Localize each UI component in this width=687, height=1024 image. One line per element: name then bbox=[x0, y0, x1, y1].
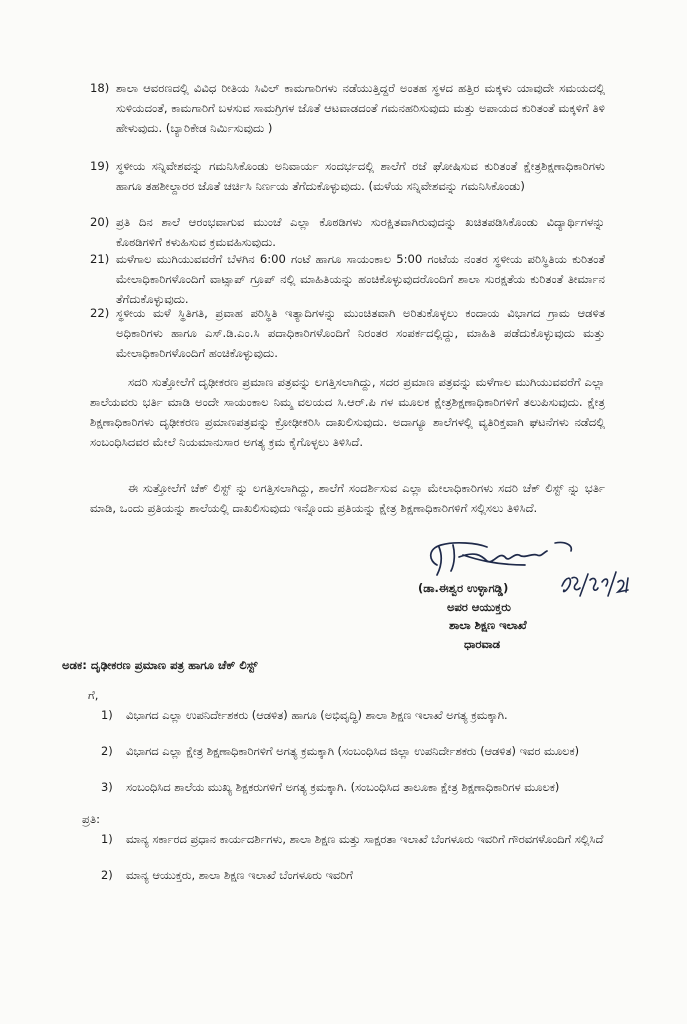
handwritten-date bbox=[558, 570, 638, 598]
point-number: 22) bbox=[90, 306, 110, 320]
point-18 bbox=[90, 78, 605, 138]
signatory-place: ಧಾರವಾಡ bbox=[464, 637, 500, 651]
point-21 bbox=[90, 249, 605, 309]
point-text: ಶಾಲಾ ಆವರಣದಲ್ಲಿ ವಿವಿಧ ರೀತಿಯ ಸಿವಿಲ್ ಕಾಮಗಾರಿಗಳು ನಡೆಯುತ್ತಿದ್ದರೆ ಅಂತಹ ಸ್ಥಳದ ಹತ್ತಿರ ಮಕ್ಕಳು ಯಾವುದೇ ಸಮಯದಲ್ಲಿ ಸುಳಿಯದಂತೆ, ಕಾಮಗಾರಿಗೆ ಬಳಸುವ ಸಾಮಗ್ರಿಗಳ ಜೊತೆ ಆಟವಾಡದಂತೆ ಗಮನಹರಿಸುವುದು ಮತ್ತು ಅಪಾಯದ ಕುರಿತಂತೆ ಮಕ್ಕಳಿಗೆ ತಿಳಿ ಹೇಳುವುದು. (ಬ್ಯಾರಿಕೇಡ ನಿರ್ಮಿಸುವುದು ) bbox=[116, 81, 605, 135]
point-22 bbox=[90, 303, 605, 363]
to-item-1 bbox=[101, 706, 616, 724]
list-text: ಸಂಬಂಧಿಸಿದ ಶಾಲೆಯ ಮುಖ್ಯ ಶಿಕ್ಷಕರುಗಳಿಗೆ ಅಗತ್ಯ ಕ್ರಮಕ್ಕಾಗಿ. (ಸಂಬಂಧಿಸಿದ ತಾಲೂಕಾ ಕ್ಷೇತ್ರ ಶಿಕ್ಷಣಾಧಿಕಾರಿಗಳ ಮೂಲಕ) bbox=[126, 780, 560, 794]
point-number: 19) bbox=[90, 159, 110, 173]
list-text: ವಿಭಾಗದ ಎಲ್ಲಾ ಉಪನಿರ್ದೇಶಕರು (ಆಡಳಿತ) ಹಾಗೂ (ಅಭಿವೃದ್ಧಿ) ಶಾಲಾ ಶಿಕ್ಷಣ ಇಲಾಖೆ ಅಗತ್ಯ ಕ್ರಮಕ್ಕಾಗಿ. bbox=[126, 708, 508, 722]
list-text: ಮಾನ್ಯ ಆಯುಕ್ತರು, ಶಾಲಾ ಶಿಕ್ಷಣ ಇಲಾಖೆ ಬೆಂಗಳೂರು ಇವರಿಗೆ bbox=[126, 868, 353, 882]
list-number: 1) bbox=[101, 832, 113, 846]
copy-item-2 bbox=[101, 866, 616, 884]
point-text: ಸ್ಥಳೀಯ ಸನ್ನಿವೇಶವನ್ನು ಗಮನಿಸಿಕೊಂಡು ಅನಿವಾರ್ಯ ಸಂದರ್ಭದಲ್ಲಿ ಶಾಲೆಗೆ ರಜೆ ಘೋಷಿಸುವ ಕುರಿತಂತೆ ಕ್ಷೇತ್ರಶಿಕ್ಷಣಾಧಿಕಾರಿಗಳು ಹಾಗೂ ತಹಶೀಲ್ದಾರರ ಜೊತೆ ಚರ್ಚಿಸಿ ನಿರ್ಣಯ ತೆಗೆದುಕೊಳ್ಳುವುದು. (ಮಳೆಯ ಸನ್ನಿವೇಶವನ್ನು ಗಮನಿಸಿಕೊಂಡು) bbox=[116, 159, 605, 193]
list-number: 3) bbox=[101, 780, 113, 794]
signatory-department: ಶಾಲಾ ಶಿಕ್ಷಣ ಇಲಾಖೆ bbox=[449, 618, 527, 632]
point-19 bbox=[90, 156, 605, 196]
copy-item-1 bbox=[101, 830, 616, 848]
to-label: ಗೆ, bbox=[88, 688, 99, 702]
paragraph-certificate: ಸದರಿ ಸುತ್ತೋಲೆಗೆ ದೃಢೀಕರಣ ಪ್ರಮಾಣ ಪತ್ರವನ್ನು ಲಗತ್ತಿಸಲಾಗಿದ್ದು, ಸದರ ಪ್ರಮಾಣ ಪತ್ರವನ್ನು ಮಳೆಗಾಲ ಮುಗಿಯುವವರೆಗೆ ಎಲ್ಲಾ ಶಾಲೆಯವರು ಭರ್ತಿ ಮಾಡಿ ಅಂದೇ ಸಾಯಂಕಾಲ ನಿಮ್ಮ ವಲಯದ ಸಿ.ಆರ್.ಪಿ ಗಳ ಮೂಲಕ ಕ್ಷೇತ್ರಶಿಕ್ಷಣಾಧಿಕಾರಿಗಳಿಗೆ ತಲುಪಿಸುವುದು. ಕ್ಷೇತ್ರ ಶಿಕ್ಷಣಾಧಿಕಾರಿಗಳು ದೃಢೀಕರಣ ಪ್ರಮಾಣಪತ್ರವನ್ನು ಕ್ರೋಢೀಕರಿಸಿ ದಾಖಲಿಸುವುದು. ಅದಾಗ್ಯೂ ಶಾಲೆಗಳಲ್ಲಿ ವ್ಯತಿರಿಕ್ತವಾಗಿ ಘಟನೆಗಳು ನಡೆದಲ್ಲಿ ಸಂಬಂಧಿಸಿದವರ ಮೇಲೆ ನಿಯಮಾನುಸಾರ ಅಗತ್ಯ ಕ್ರಮ ಕೈಗೊಳ್ಳಲು ತಿಳಿಸಿದೆ. bbox=[90, 375, 605, 449]
point-text: ಮಳೆಗಾಲ ಮುಗಿಯುವವರೆಗೆ ಬೆಳಗಿನ 6:00 ಗಂಟೆ ಹಾಗೂ ಸಾಯಂಕಾಲ 5:00 ಗಂಟೆಯ ನಂತರ ಸ್ಥಳೀಯ ಪರಿಸ್ಥಿತಿಯ ಕುರಿತಂತೆ ಮೇಲಾಧಿಕಾರಿಗಳೊಂದಿಗೆ ವಾಟ್ಸಾಪ್ ಗ್ರೂಪ್ ನಲ್ಲಿ ಮಾಹಿತಿಯನ್ನು ಹಂಚಿಕೊಳ್ಳುವುದರೊಂದಿಗೆ ಶಾಲಾ ಸುರಕ್ಷತೆಯ ಕುರಿತಂತೆ ತೀರ್ಮಾನ ತೆಗೆದುಕೊಳ್ಳುವುದು. bbox=[116, 252, 605, 306]
copy-label: ಪ್ರತಿ: bbox=[82, 812, 100, 826]
signatory-name: (ಡಾ.ಈಶ್ವರ ಉಳ್ಳಾಗಡ್ಡಿ) bbox=[418, 581, 509, 595]
point-20 bbox=[90, 212, 605, 252]
enclosure-line: ಅಡಕ: ದೃಢೀಕರಣ ಪ್ರಮಾಣ ಪತ್ರ ಹಾಗೂ ಚೆಕ್ ಲಿಸ್ಟ್ bbox=[62, 658, 258, 672]
point-number: 21) bbox=[90, 252, 110, 266]
point-number: 18) bbox=[90, 81, 110, 95]
list-number: 2) bbox=[101, 868, 113, 882]
point-number: 20) bbox=[90, 215, 110, 229]
point-text: ಸ್ಥಳೀಯ ಮಳೆ ಸ್ಥಿತಿಗತಿ, ಪ್ರವಾಹ ಪರಿಸ್ಥಿತಿ ಇತ್ಯಾದಿಗಳನ್ನು ಮುಂಚಿತವಾಗಿ ಅರಿತುಕೊಳ್ಳಲು ಕಂದಾಯ ವಿಭಾಗದ ಗ್ರಾಮ ಆಡಳಿತ ಅಧಿಕಾರಿಗಳು ಹಾಗೂ ಎಸ್.ಡಿ.ಎಂ.ಸಿ ಪದಾಧಿಕಾರಿಗಳೊಂದಿಗೆ ನಿರಂತರ ಸಂಪರ್ಕದಲ್ಲಿದ್ದು, ಮಾಹಿತಿ ಪಡೆದುಕೊಳ್ಳುವುದು ಮತ್ತು ಮೇಲಾಧಿಕಾರಿಗಳೊಂದಿಗೆ ಹಂಚಿಕೊಳ್ಳುವುದು. bbox=[116, 306, 605, 360]
list-text: ವಿಭಾಗದ ಎಲ್ಲಾ ಕ್ಷೇತ್ರ ಶಿಕ್ಷಣಾಧಿಕಾರಿಗಳಿಗೆ ಅಗತ್ಯ ಕ್ರಮಕ್ಕಾಗಿ (ಸಂಬಂಧಿಸಿದ ಜಿಲ್ಲಾ ಉಪನಿರ್ದೇಶಕರು (ಆಡಳಿತ) ಇವರ ಮೂಲಕ) bbox=[126, 744, 580, 758]
point-text: ಪ್ರತಿ ದಿನ ಶಾಲೆ ಆರಂಭವಾಗುವ ಮುಂಚೆ ಎಲ್ಲಾ ಕೊಠಡಿಗಳು ಸುರಕ್ಷಿತವಾಗಿರುವುದನ್ನು ಖಚಿತಪಡಿಸಿಕೊಂಡು ವಿದ್ಯಾರ್ಥಿಗಳನ್ನು ಕೊಠಡಿಗಳಿಗೆ ಕಳುಹಿಸುವ ಕ್ರಮವಹಿಸುವುದು. bbox=[116, 215, 605, 249]
paragraph-checklist: ಈ ಸುತ್ತೋಲೆಗೆ ಚೆಕ್ ಲಿಸ್ಟ್ ನ್ನು ಲಗತ್ತಿಸಲಾಗಿದ್ದು, ಶಾಲೆಗೆ ಸಂದರ್ಶಿಸುವ ಎಲ್ಲಾ ಮೇಲಾಧಿಕಾರಿಗಳು ಸದರಿ ಚೆಕ್ ಲಿಸ್ಟ್ ನ್ನು ಭರ್ತಿ ಮಾಡಿ, ಒಂದು ಪ್ರತಿಯನ್ನು ಶಾಲೆಯಲ್ಲಿ ದಾಖಲಿಸುವುದು ಇನ್ನೊಂದು ಪ್ರತಿಯನ್ನು ಕ್ಷೇತ್ರ ಶಿಕ್ಷಣಾಧಿಕಾರಿಗಳಿಗೆ ಸಲ್ಲಿಸಲು ತಿಳಿಸಿದೆ. bbox=[90, 481, 605, 515]
list-number: 1) bbox=[101, 708, 113, 722]
list-text: ಮಾನ್ಯ ಸರ್ಕಾರದ ಪ್ರಧಾನ ಕಾರ್ಯದರ್ಶಿಗಳು, ಶಾಲಾ ಶಿಕ್ಷಣ ಮತ್ತು ಸಾಕ್ಷರತಾ ಇಲಾಖೆ ಬೆಂಗಳೂರು ಇವರಿಗೆ ಗೌರವಗಳೊಂದಿಗೆ ಸಲ್ಲಿಸಿದೆ bbox=[126, 832, 604, 846]
list-number: 2) bbox=[101, 744, 113, 758]
signatory-designation: ಅಪರ ಆಯುಕ್ತರು bbox=[447, 600, 511, 614]
to-item-2 bbox=[101, 742, 616, 760]
to-item-3 bbox=[101, 778, 616, 796]
